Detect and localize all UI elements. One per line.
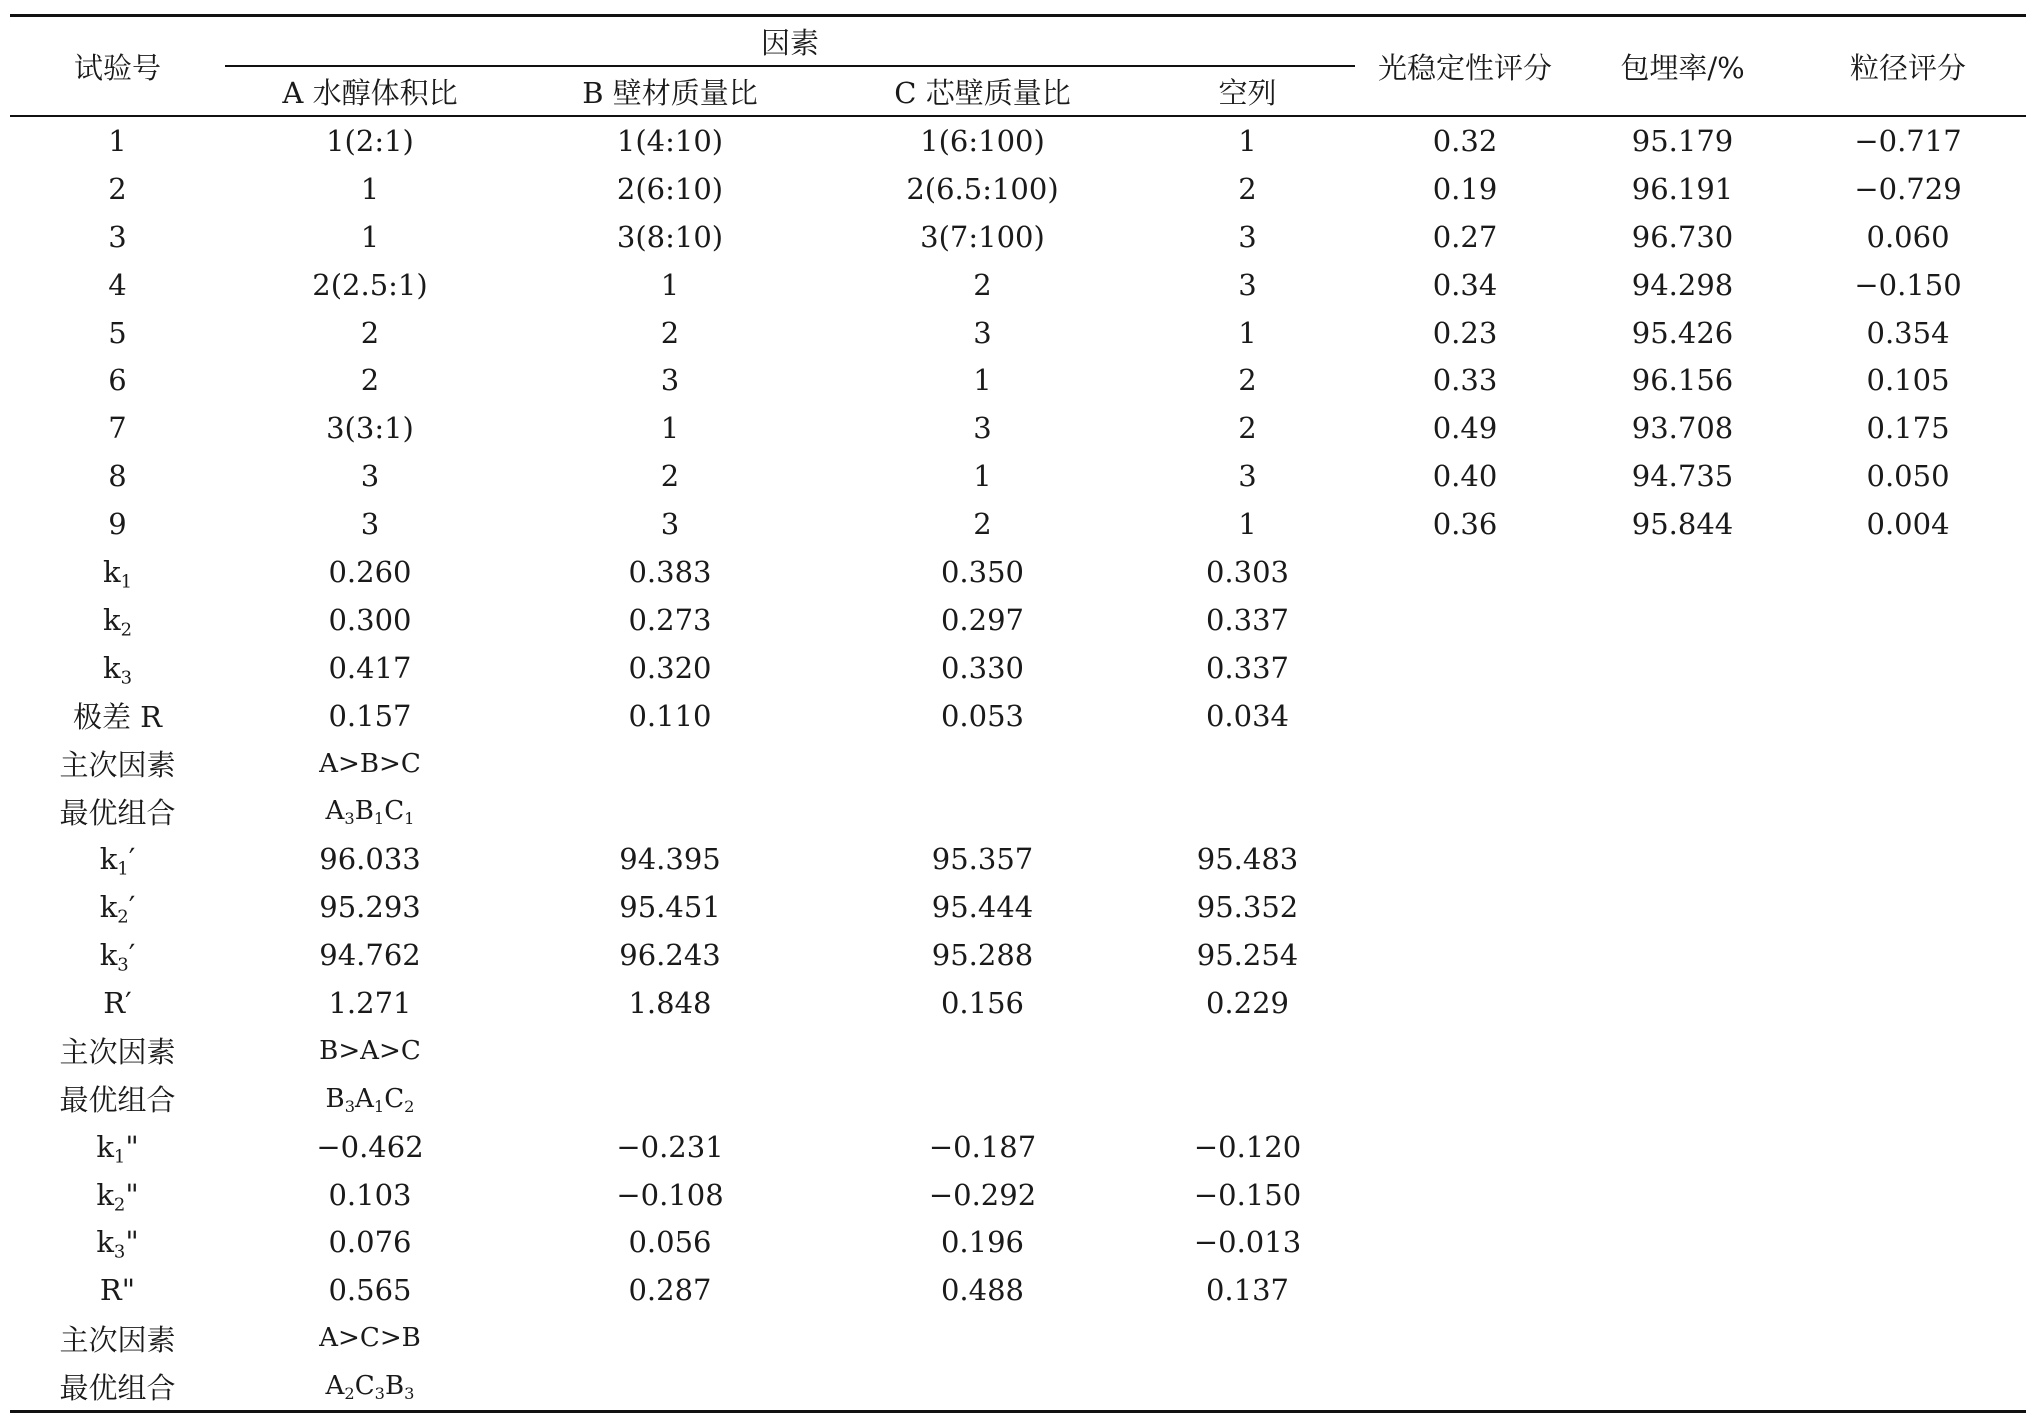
optimal-level-subscript: 3 <box>404 1383 415 1403</box>
factor-c-cell: 3 <box>973 315 992 350</box>
optimal-level-subscript: 1 <box>373 809 385 829</box>
empty-cell <box>1355 548 1575 596</box>
particle-size-cell: 0.354 <box>1866 315 1950 350</box>
blank-cell: 95.254 <box>1196 938 1299 973</box>
empty-cell <box>1790 1266 2026 1314</box>
factor-a-cell: 2(2.5:1) <box>312 267 428 302</box>
empty-cell <box>1575 979 1790 1027</box>
analysis-row-range <box>10 692 2026 740</box>
empty-cell <box>1575 740 1790 788</box>
empty-cell <box>1355 596 1575 644</box>
mean-label-subscript: 2 <box>120 619 132 641</box>
factor-a-cell: −0.462 <box>316 1129 424 1164</box>
empty-cell <box>1355 644 1575 692</box>
table-row <box>10 309 2026 357</box>
factor-c-cell: 0.488 <box>940 1273 1025 1308</box>
empty-cell <box>515 1314 825 1362</box>
factor-a-cell: 2 <box>360 315 380 350</box>
table-row <box>10 404 2026 452</box>
factor-b-cell: 1 <box>660 411 680 446</box>
factor-b-cell: 3 <box>660 363 680 398</box>
mean-label-subscript: 1 <box>117 858 129 880</box>
blank-cell: 0.303 <box>1205 554 1290 589</box>
blank-cell: 1 <box>1238 123 1257 158</box>
empty-cell <box>1575 1027 1790 1075</box>
mean-label-cell <box>10 1123 225 1171</box>
empty-cell <box>515 1027 825 1075</box>
empty-cell <box>1355 740 1575 788</box>
order-label-cell: 主次因素 <box>59 1322 176 1357</box>
empty-cell <box>1140 1314 1355 1362</box>
optimal-factor-letter: B <box>325 1083 345 1114</box>
factor-c-cell: 3 <box>973 411 992 446</box>
factor-b-cell: −0.231 <box>616 1129 724 1164</box>
factor-a-cell: 2 <box>360 363 380 398</box>
mean-label-cell <box>10 883 225 931</box>
empty-cell <box>515 787 825 835</box>
empty-cell <box>1575 1314 1790 1362</box>
order-value-cell: B>A>C <box>319 1035 421 1066</box>
table-row <box>10 452 2026 500</box>
mean-label-prime: " <box>125 1177 139 1212</box>
mean-label-subscript: 1 <box>120 571 132 593</box>
particle-size-cell: −0.150 <box>1854 267 1962 302</box>
optimal-level-subscript: 3 <box>344 1096 356 1116</box>
trial-no-cell: 3 <box>108 219 127 254</box>
mean-label-prime: ′ <box>128 938 136 973</box>
empty-cell <box>1355 1266 1575 1314</box>
empty-cell <box>1575 692 1790 740</box>
factor-a-cell: 0.103 <box>328 1177 412 1212</box>
factor-b-cell: 0.287 <box>628 1273 712 1308</box>
empty-cell <box>1790 1123 2026 1171</box>
order-label-cell: 主次因素 <box>59 1035 176 1070</box>
empty-cell <box>1790 979 2026 1027</box>
blank-cell: 95.483 <box>1196 842 1299 877</box>
empty-cell <box>1355 1123 1575 1171</box>
header-factor-c: C 芯壁质量比 <box>825 66 1140 116</box>
order-value-cell: A>C>B <box>319 1323 421 1354</box>
light-stability-cell: 0.34 <box>1432 267 1498 302</box>
factor-c-cell: 95.444 <box>931 890 1034 925</box>
factor-b-cell: 0.273 <box>628 602 712 637</box>
empty-cell <box>1355 1314 1575 1362</box>
analysis-row-k2 <box>10 596 2026 644</box>
encapsulation-rate-cell: 93.708 <box>1631 411 1734 446</box>
header-factor-b: B 壁材质量比 <box>515 66 825 116</box>
factor-a-cell: 96.033 <box>319 842 421 877</box>
mean-label-base: k <box>99 890 118 925</box>
blank-cell: 0.229 <box>1205 985 1290 1020</box>
factor-c-cell: −0.187 <box>928 1129 1037 1164</box>
encapsulation-rate-cell: 94.735 <box>1631 459 1734 494</box>
encapsulation-rate-cell: 95.179 <box>1631 123 1734 158</box>
particle-size-cell: 0.175 <box>1866 411 1950 446</box>
factor-b-cell: 96.243 <box>619 938 721 973</box>
empty-cell <box>1790 596 2026 644</box>
factor-c-cell: 1 <box>973 363 992 398</box>
orthogonal-test-table <box>10 14 2026 1413</box>
table-row <box>10 116 2026 165</box>
mean-label-cell <box>10 1171 225 1219</box>
optimal-level-subscript: 1 <box>404 809 415 829</box>
factor-a-cell: 0.417 <box>328 650 412 685</box>
trial-no-cell: 9 <box>108 507 127 542</box>
factor-a-cell: 0.565 <box>328 1273 412 1308</box>
particle-size-cell: 0.004 <box>1866 507 1950 542</box>
empty-cell <box>825 740 1140 788</box>
empty-cell <box>1355 979 1575 1027</box>
empty-cell <box>1790 1075 2026 1123</box>
factor-b-cell: 0.383 <box>628 554 712 589</box>
empty-cell <box>515 1362 825 1411</box>
empty-cell <box>1790 1218 2026 1266</box>
encapsulation-rate-cell: 95.426 <box>1631 315 1734 350</box>
light-stability-cell: 0.36 <box>1432 507 1498 542</box>
table-row <box>10 500 2026 548</box>
empty-cell <box>1575 1266 1790 1314</box>
table-row <box>10 261 2026 309</box>
mean-label-cell <box>10 835 225 883</box>
empty-cell <box>1575 1218 1790 1266</box>
factor-c-cell: 0.156 <box>940 985 1025 1020</box>
trial-no-cell: 4 <box>108 267 127 302</box>
empty-cell <box>1140 1362 1355 1411</box>
empty-cell <box>515 1075 825 1123</box>
mean-label-cell <box>10 548 225 596</box>
empty-cell <box>1790 1171 2026 1219</box>
factor-a-cell: 95.293 <box>319 890 421 925</box>
factor-b-cell: 2 <box>660 459 680 494</box>
factor-a-cell: 0.076 <box>328 1225 412 1260</box>
analysis-row-k1 <box>10 548 2026 596</box>
factor-a-cell: 1 <box>360 171 380 206</box>
particle-size-cell: −0.729 <box>1854 171 1962 206</box>
analysis-row-k2 <box>10 883 2026 931</box>
empty-cell <box>1790 883 2026 931</box>
factor-c-cell: 95.288 <box>931 938 1034 973</box>
particle-size-cell: 0.060 <box>1866 219 1950 254</box>
factor-a-cell: 1.271 <box>328 985 412 1020</box>
factor-c-cell: 95.357 <box>931 842 1034 877</box>
factor-c-cell: 1 <box>973 459 992 494</box>
empty-cell <box>1790 1362 2026 1411</box>
factor-a-cell: 0.157 <box>328 698 412 733</box>
empty-cell <box>1790 1027 2026 1075</box>
mean-label-base: k <box>96 1225 114 1260</box>
empty-cell <box>1355 883 1575 931</box>
factor-a-cell: 3 <box>360 507 380 542</box>
optimal-label-cell: 最优组合 <box>59 1083 176 1118</box>
optimal-factor-letter: A <box>325 796 345 827</box>
factor-c-cell: 0.196 <box>940 1225 1025 1260</box>
table-row <box>10 213 2026 261</box>
light-stability-cell: 0.40 <box>1432 459 1498 494</box>
factor-a-cell: 3(3:1) <box>326 411 414 446</box>
factor-a-cell: 1 <box>360 219 380 254</box>
factor-c-cell: 0.330 <box>940 650 1025 685</box>
empty-cell <box>1790 931 2026 979</box>
analysis-row-order <box>10 1027 2026 1075</box>
light-stability-cell: 0.33 <box>1432 363 1498 398</box>
mean-label-base: k <box>102 602 121 637</box>
blank-cell: 0.337 <box>1205 602 1290 637</box>
empty-cell <box>1355 787 1575 835</box>
empty-cell <box>825 1075 1140 1123</box>
trial-no-cell: 2 <box>108 171 127 206</box>
empty-cell <box>1575 596 1790 644</box>
trial-no-cell: 6 <box>108 363 127 398</box>
order-label-cell: 主次因素 <box>59 748 176 783</box>
optimal-factor-letter: B <box>354 796 374 827</box>
particle-size-cell: 0.050 <box>1866 459 1950 494</box>
empty-cell <box>1355 1171 1575 1219</box>
optimal-level-subscript: 2 <box>404 1096 415 1116</box>
empty-cell <box>1575 1171 1790 1219</box>
table-body <box>10 116 2026 1412</box>
encapsulation-rate-cell: 96.730 <box>1631 219 1734 254</box>
blank-cell: 2 <box>1238 363 1257 398</box>
factor-b-cell: 0.320 <box>628 650 712 685</box>
analysis-row-optimal <box>10 1075 2026 1123</box>
analysis-row-optimal <box>10 1362 2026 1411</box>
mean-label-base: k <box>99 938 118 973</box>
blank-cell: −0.150 <box>1193 1177 1302 1212</box>
factor-b-cell: 2 <box>660 315 680 350</box>
empty-cell <box>1575 644 1790 692</box>
blank-cell: 3 <box>1238 267 1257 302</box>
blank-cell: −0.013 <box>1193 1225 1302 1260</box>
empty-cell <box>825 787 1140 835</box>
blank-cell: 1 <box>1238 315 1257 350</box>
optimal-level-subscript: 2 <box>344 1383 355 1403</box>
factor-a-cell: 0.300 <box>328 602 412 637</box>
encapsulation-rate-cell: 94.298 <box>1631 267 1734 302</box>
empty-cell <box>1355 692 1575 740</box>
optimal-label-cell: 最优组合 <box>59 795 176 830</box>
mean-label-prime: ′ <box>128 842 136 877</box>
mean-label-cell <box>10 1218 225 1266</box>
empty-cell <box>1790 1314 2026 1362</box>
optimal-factor-letter: C <box>354 1371 375 1402</box>
header-factor-a: A 水醇体积比 <box>225 66 515 116</box>
factor-c-cell: 3(7:100) <box>920 219 1045 254</box>
optimal-level-subscript: 3 <box>344 809 355 829</box>
analysis-row-order <box>10 1314 2026 1362</box>
factor-c-cell: 2 <box>973 267 992 302</box>
empty-cell <box>1140 787 1355 835</box>
blank-cell: 0.034 <box>1205 698 1290 733</box>
light-stability-cell: 0.49 <box>1432 411 1498 446</box>
optimal-factor-letter: A <box>355 1083 374 1114</box>
range-label-cell: R" <box>99 1273 136 1308</box>
optimal-level-subscript: 3 <box>374 1383 385 1403</box>
particle-size-cell: −0.717 <box>1854 123 1962 158</box>
encapsulation-rate-cell: 96.156 <box>1631 363 1734 398</box>
blank-cell: 1 <box>1238 507 1257 542</box>
optimal-value-cell <box>225 787 515 835</box>
trial-no-cell: 8 <box>108 459 127 494</box>
mean-label-prime: ′ <box>128 890 136 925</box>
blank-cell: 3 <box>1238 459 1257 494</box>
factor-c-cell: 2(6.5:100) <box>906 171 1059 206</box>
empty-cell <box>1575 1123 1790 1171</box>
trial-no-cell: 7 <box>108 411 127 446</box>
analysis-row-optimal <box>10 787 2026 835</box>
factor-a-cell: 3 <box>360 459 380 494</box>
blank-cell: 2 <box>1238 411 1257 446</box>
empty-cell <box>1790 548 2026 596</box>
empty-cell <box>1355 1218 1575 1266</box>
empty-cell <box>825 1362 1140 1411</box>
empty-cell <box>1575 835 1790 883</box>
light-stability-cell: 0.19 <box>1432 171 1498 206</box>
header-trial-no: 试验号 <box>10 16 225 117</box>
mean-label-subscript: 3 <box>117 954 129 976</box>
light-stability-cell: 0.32 <box>1432 123 1498 158</box>
header-light-stability: 光稳定性评分 <box>1355 16 1575 117</box>
factor-b-cell: 1.848 <box>628 985 712 1020</box>
factor-c-cell: 1(6:100) <box>920 123 1045 158</box>
empty-cell <box>1355 1362 1575 1411</box>
empty-cell <box>1355 931 1575 979</box>
factor-b-cell: 0.056 <box>628 1225 712 1260</box>
empty-cell <box>1790 740 2026 788</box>
factor-c-cell: 2 <box>973 507 992 542</box>
analysis-row-order <box>10 740 2026 788</box>
factor-b-cell: 95.451 <box>619 890 721 925</box>
factor-b-cell: 1 <box>660 267 680 302</box>
factor-c-cell: 0.297 <box>940 602 1025 637</box>
empty-cell <box>1355 1027 1575 1075</box>
optimal-label-cell: 最优组合 <box>10 1362 225 1411</box>
mean-label-base: k <box>102 554 121 589</box>
analysis-row-range <box>10 979 2026 1027</box>
empty-cell <box>1575 787 1790 835</box>
mean-label-base: k <box>96 1177 114 1212</box>
factor-b-cell: 3 <box>660 507 680 542</box>
blank-cell: 0.337 <box>1205 650 1290 685</box>
factor-b-cell: 94.395 <box>619 842 721 877</box>
analysis-row-k2 <box>10 1171 2026 1219</box>
header-particle-size: 粒径评分 <box>1790 16 2026 117</box>
order-value-cell: A>B>C <box>319 748 421 779</box>
empty-cell <box>1790 692 2026 740</box>
analysis-row-k3 <box>10 931 2026 979</box>
mean-label-cell <box>10 596 225 644</box>
mean-label-subscript: 3 <box>113 1241 126 1263</box>
mean-label-base: k <box>99 842 118 877</box>
optimal-value-cell <box>225 1075 515 1123</box>
header-blank-column: 空列 <box>1140 66 1355 116</box>
empty-cell <box>1790 644 2026 692</box>
analysis-row-k1 <box>10 835 2026 883</box>
blank-cell: −0.120 <box>1193 1129 1302 1164</box>
factor-b-cell: 3(8:10) <box>616 219 724 254</box>
empty-cell <box>515 740 825 788</box>
empty-cell <box>825 1314 1140 1362</box>
empty-cell <box>1355 835 1575 883</box>
analysis-row-range <box>10 1266 2026 1314</box>
header-encapsulation-rate: 包埋率/% <box>1575 16 1790 117</box>
blank-cell: 0.137 <box>1205 1273 1290 1308</box>
mean-label-prime: " <box>125 1225 139 1260</box>
blank-cell: 95.352 <box>1196 890 1299 925</box>
optimal-factor-letter: C <box>384 1083 405 1114</box>
empty-cell <box>1575 931 1790 979</box>
blank-cell: 3 <box>1238 219 1257 254</box>
factor-b-cell: −0.108 <box>616 1177 724 1212</box>
optimal-factor-letter: A <box>325 1371 345 1402</box>
encapsulation-rate-cell: 95.844 <box>1631 507 1734 542</box>
factor-c-cell: 0.350 <box>940 554 1025 589</box>
light-stability-cell: 0.23 <box>1432 315 1498 350</box>
empty-cell <box>1575 548 1790 596</box>
empty-cell <box>1575 883 1790 931</box>
mean-label-subscript: 3 <box>120 667 132 689</box>
mean-label-base: k <box>96 1129 114 1164</box>
mean-label-subscript: 2 <box>113 1193 126 1215</box>
factor-a-cell: 1(2:1) <box>326 123 414 158</box>
mean-label-base: k <box>102 650 121 685</box>
mean-label-prime: " <box>125 1129 139 1164</box>
empty-cell <box>1140 740 1355 788</box>
factor-b-cell: 2(6:10) <box>616 171 724 206</box>
empty-cell <box>825 1027 1140 1075</box>
empty-cell <box>1140 1075 1355 1123</box>
trial-no-cell: 5 <box>108 315 127 350</box>
optimal-level-subscript: 1 <box>373 1096 385 1116</box>
header-factors-group: 因素 <box>225 16 1355 67</box>
range-label-cell: 极差 R <box>72 700 163 735</box>
particle-size-cell: 0.105 <box>1866 363 1950 398</box>
factor-a-cell: 94.762 <box>319 938 421 973</box>
light-stability-cell: 0.27 <box>1432 219 1498 254</box>
mean-label-cell <box>10 644 225 692</box>
empty-cell <box>1575 1362 1790 1411</box>
factor-b-cell: 0.110 <box>628 698 712 733</box>
optimal-factor-letter: C <box>384 796 405 827</box>
optimal-factor-letter: B <box>384 1371 405 1402</box>
analysis-row-k3 <box>10 644 2026 692</box>
factor-c-cell: 0.053 <box>940 698 1025 733</box>
table-row <box>10 165 2026 213</box>
empty-cell <box>1355 1075 1575 1123</box>
empty-cell <box>1140 1027 1355 1075</box>
table-header <box>10 16 2026 117</box>
factor-b-cell: 1(4:10) <box>616 123 724 158</box>
empty-cell <box>1575 1075 1790 1123</box>
factor-a-cell: 0.260 <box>328 554 412 589</box>
empty-cell <box>1790 835 2026 883</box>
trial-no-cell: 1 <box>108 123 127 158</box>
empty-cell <box>1790 787 2026 835</box>
mean-label-subscript: 2 <box>117 906 129 928</box>
range-label-cell: R′ <box>103 985 132 1020</box>
factor-c-cell: −0.292 <box>928 1177 1037 1212</box>
blank-cell: 2 <box>1238 171 1257 206</box>
analysis-row-k1 <box>10 1123 2026 1171</box>
encapsulation-rate-cell: 96.191 <box>1631 171 1734 206</box>
mean-label-subscript: 1 <box>113 1146 126 1168</box>
table-row <box>10 356 2026 404</box>
analysis-row-k3 <box>10 1218 2026 1266</box>
mean-label-cell <box>10 931 225 979</box>
optimal-value-cell <box>225 1362 515 1411</box>
